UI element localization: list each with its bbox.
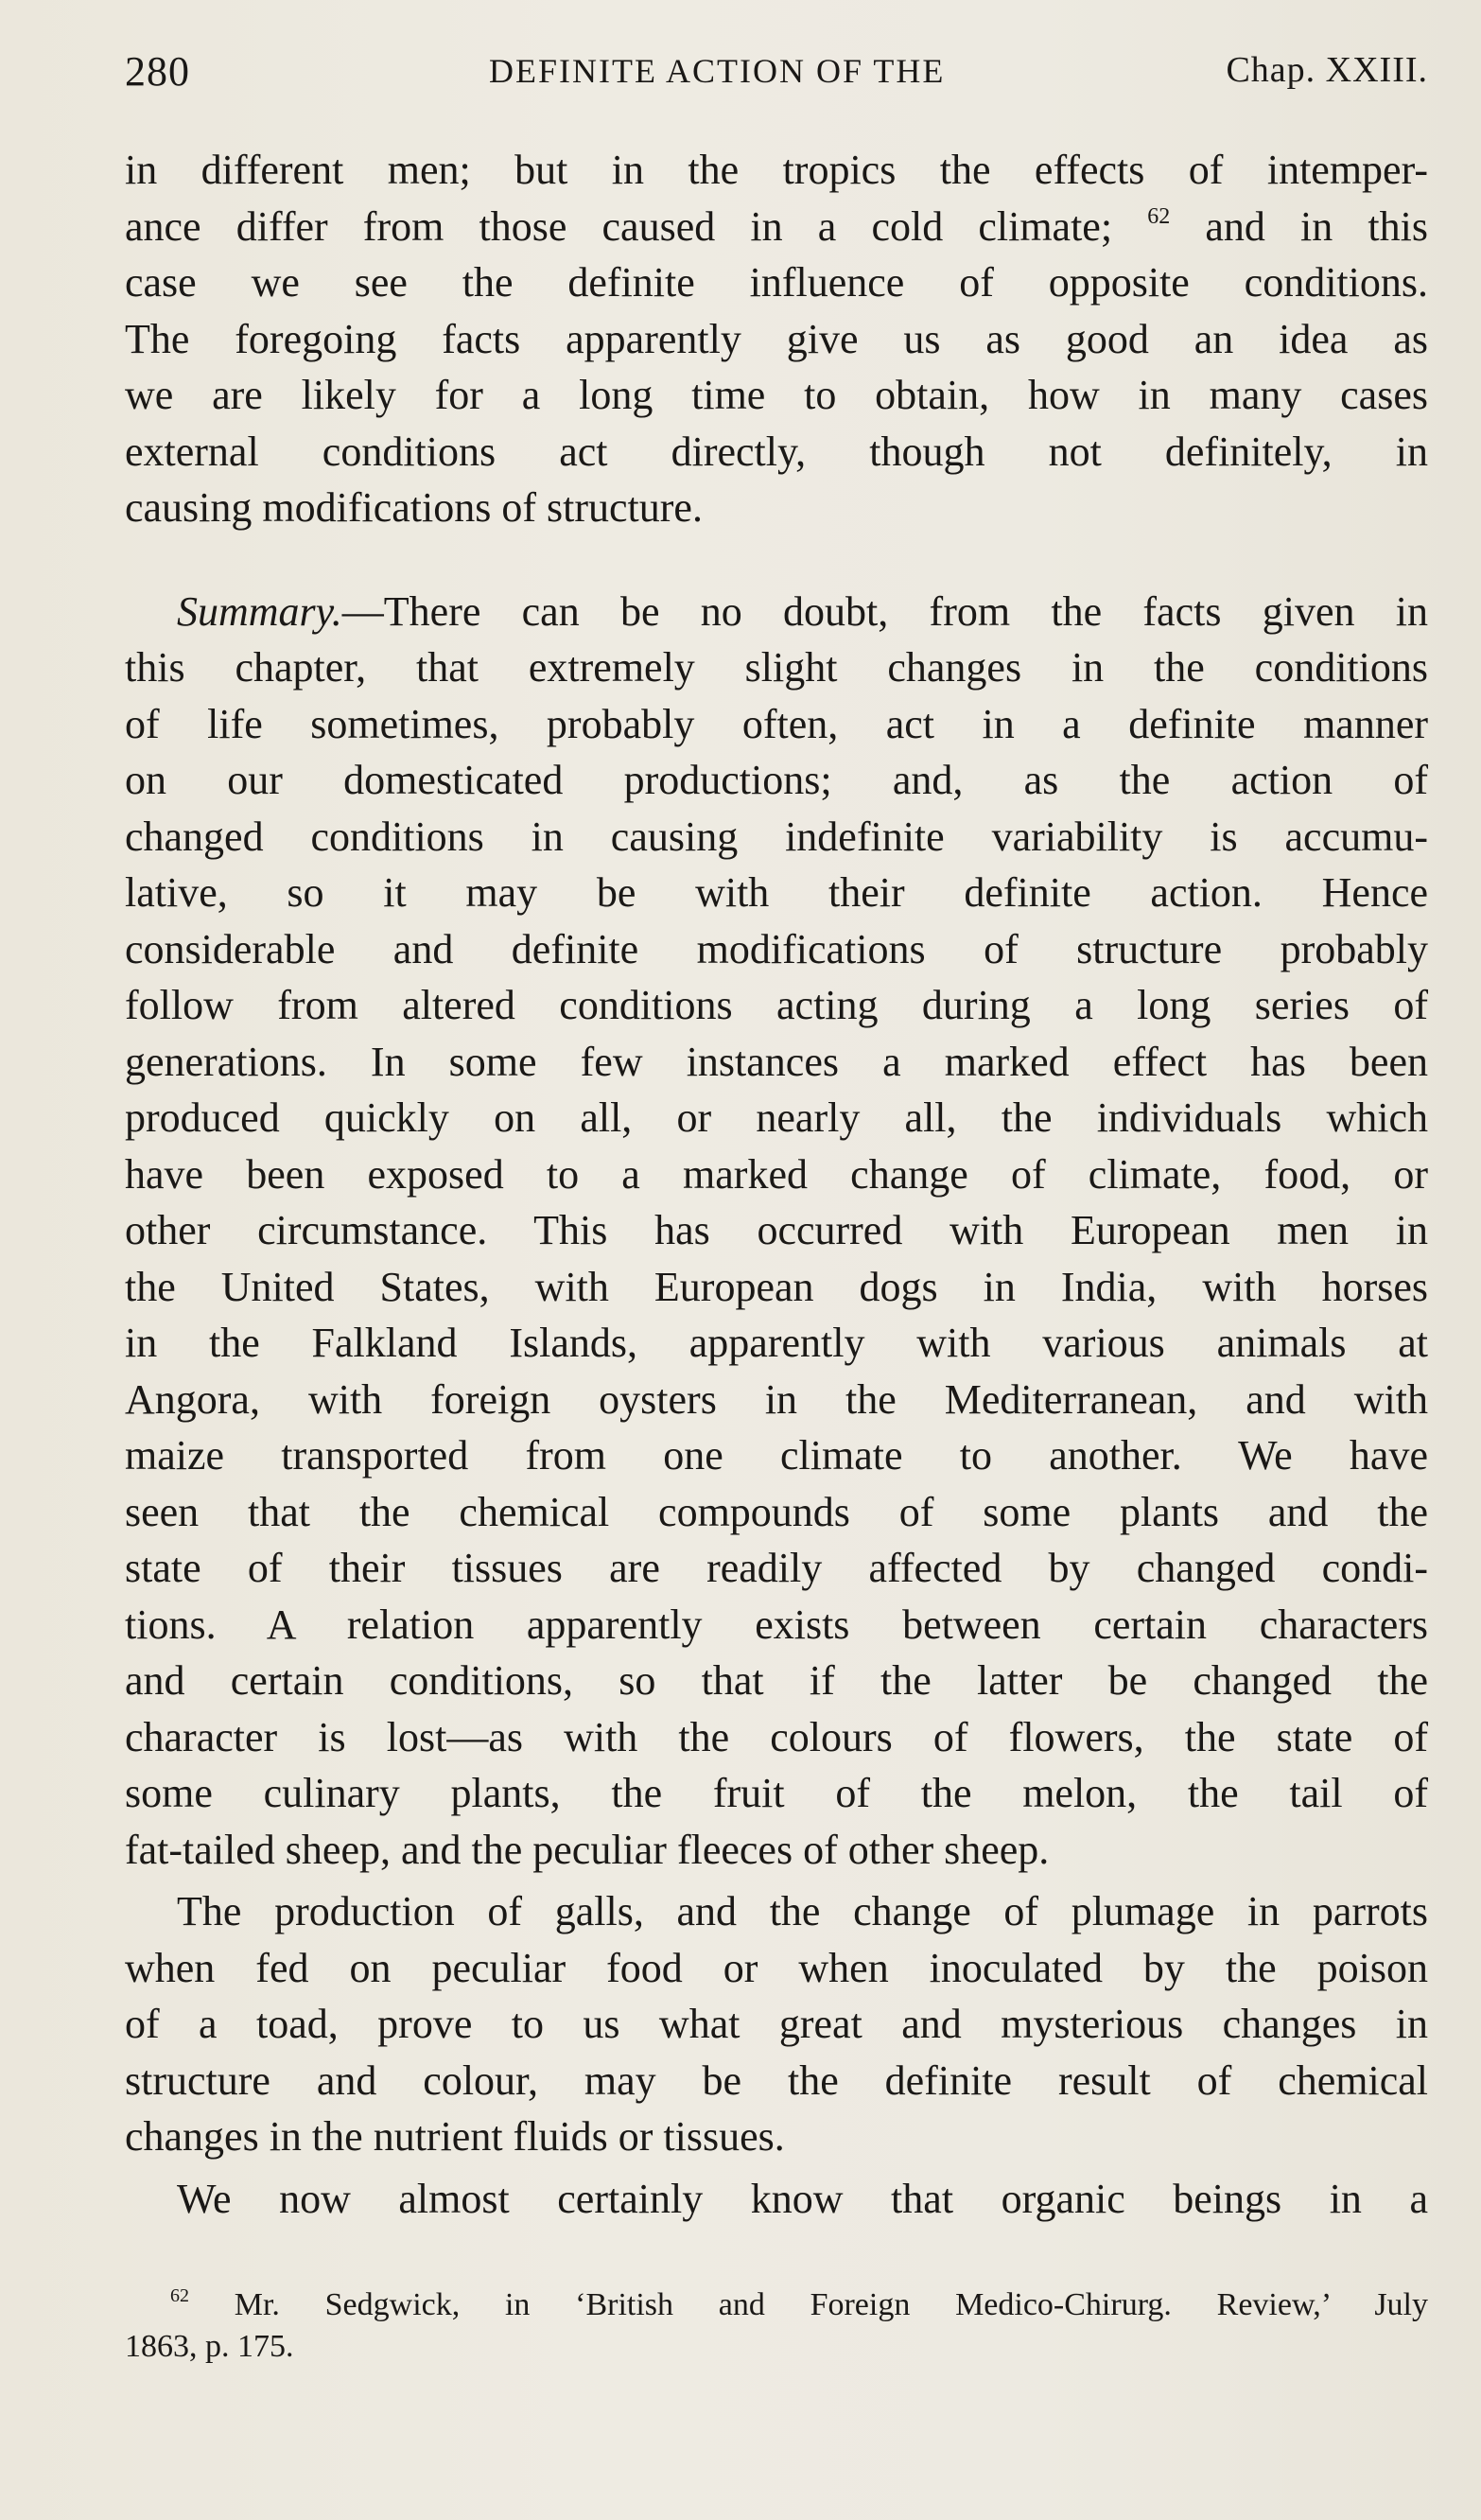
text-line-part: —There can be no doubt, from the facts given in bbox=[341, 587, 1428, 635]
text-line: and certain conditions, so that if the latter be changed the bbox=[125, 1657, 1428, 1704]
text-line: have been exposed to a marked change of climate, food, or bbox=[125, 1150, 1428, 1198]
footnote-line bbox=[125, 2284, 1428, 2326]
text-line: other circumstance. This has occurred with European men in bbox=[125, 1207, 1428, 1253]
text-line: this chapter, that extremely slight changes in the conditions bbox=[125, 644, 1428, 691]
text-line: We now almost certainly know that organic beings in a bbox=[177, 2175, 1428, 2222]
text-line: The foregoing facts apparently give us as good an idea as bbox=[125, 315, 1428, 362]
text-line-part: ance differ from those caused in a cold climate; bbox=[125, 202, 1113, 250]
text-line-part: and in this bbox=[1205, 202, 1429, 250]
chapter-label: Chap. XXIII. bbox=[1226, 50, 1428, 90]
text-line: changes in the nutrient fluids or tissues. bbox=[125, 2113, 785, 2160]
text-line: structure and colour, may be the definite result of chemical bbox=[125, 2056, 1428, 2104]
running-header bbox=[125, 47, 1428, 104]
text-line: Angora, with foreign oysters in the Mediterranean, and with bbox=[125, 1375, 1428, 1423]
text-line: of life sometimes, probably often, act in a definite manner bbox=[125, 700, 1428, 747]
text-line: external conditions act directly, though not definitely, in bbox=[125, 428, 1428, 475]
text-line: state of their tissues are readily affected by changed condi- bbox=[125, 1545, 1428, 1591]
text-line: in the Falkland Islands, apparently with various animals at bbox=[125, 1320, 1428, 1366]
text-line: causing modifications of structure. bbox=[125, 484, 703, 531]
text-line bbox=[125, 199, 1428, 255]
text-line: when fed on peculiar food or when inoculated by the poison bbox=[125, 1944, 1428, 1991]
text-line: lative, so it may be with their definite action. Hence bbox=[125, 869, 1428, 916]
text-line: on our domesticated productions; and, as the action of bbox=[125, 757, 1428, 803]
paragraph-final bbox=[125, 2171, 1428, 2228]
footnote bbox=[125, 2284, 1428, 2368]
footnote-marker: 62 bbox=[170, 2285, 189, 2306]
text-line: the United States, with European dogs in India, with horses bbox=[125, 1263, 1428, 1310]
text-line: in different men; but in the tropics the effects of intemper- bbox=[125, 147, 1428, 193]
page-number: 280 bbox=[125, 48, 190, 95]
text-line: some culinary plants, the fruit of the melon, the tail of bbox=[125, 1770, 1428, 1816]
text-line: produced quickly on all, or nearly all, the individuals which bbox=[125, 1094, 1428, 1141]
text-line: changed conditions in causing indefinite variability is accumu- bbox=[125, 813, 1428, 860]
footnote-line: 1863, p. 175. bbox=[125, 2329, 294, 2364]
paragraph-1 bbox=[125, 142, 1428, 536]
text-line: case we see the definite influence of opposite conditions. bbox=[125, 259, 1428, 306]
text-line: seen that the chemical compounds of some plants and the bbox=[125, 1488, 1428, 1535]
text-line: The production of galls, and the change of plumage in parrots bbox=[177, 1888, 1428, 1934]
footnote-text: Mr. Sedgwick, in ‘British and Foreign Medico-Chirurg. Review,’ July bbox=[234, 2287, 1428, 2322]
paragraph-galls bbox=[125, 1883, 1428, 2165]
text-line: character is lost—as with the colours of flowers, the state of bbox=[125, 1713, 1428, 1760]
text-line: maize transported from one climate to another. We have bbox=[125, 1432, 1428, 1479]
text-line: of a toad, prove to us what great and mysterious changes in bbox=[125, 2001, 1428, 2047]
text-line: generations. In some few instances a marked effect has been bbox=[125, 1038, 1428, 1085]
text-line bbox=[125, 584, 1428, 640]
text-line: we are likely for a long time to obtain, how in many cases bbox=[125, 372, 1428, 418]
text-line: considerable and definite modifications of structure probably bbox=[125, 925, 1428, 972]
paragraph-summary bbox=[125, 584, 1428, 1879]
text-line: tions. A relation apparently exists between certain characters bbox=[125, 1601, 1428, 1648]
text-line: follow from altered conditions acting during a long series of bbox=[125, 982, 1428, 1028]
paragraph-gap bbox=[125, 536, 1428, 584]
body-text bbox=[125, 142, 1428, 2227]
running-title: DEFINITE ACTION OF THE bbox=[489, 52, 946, 90]
summary-heading: Summary. bbox=[177, 587, 342, 635]
footnote-reference: 62 bbox=[1147, 203, 1171, 229]
text-line: fat-tailed sheep, and the peculiar fleeces of other sheep. bbox=[125, 1826, 1050, 1873]
